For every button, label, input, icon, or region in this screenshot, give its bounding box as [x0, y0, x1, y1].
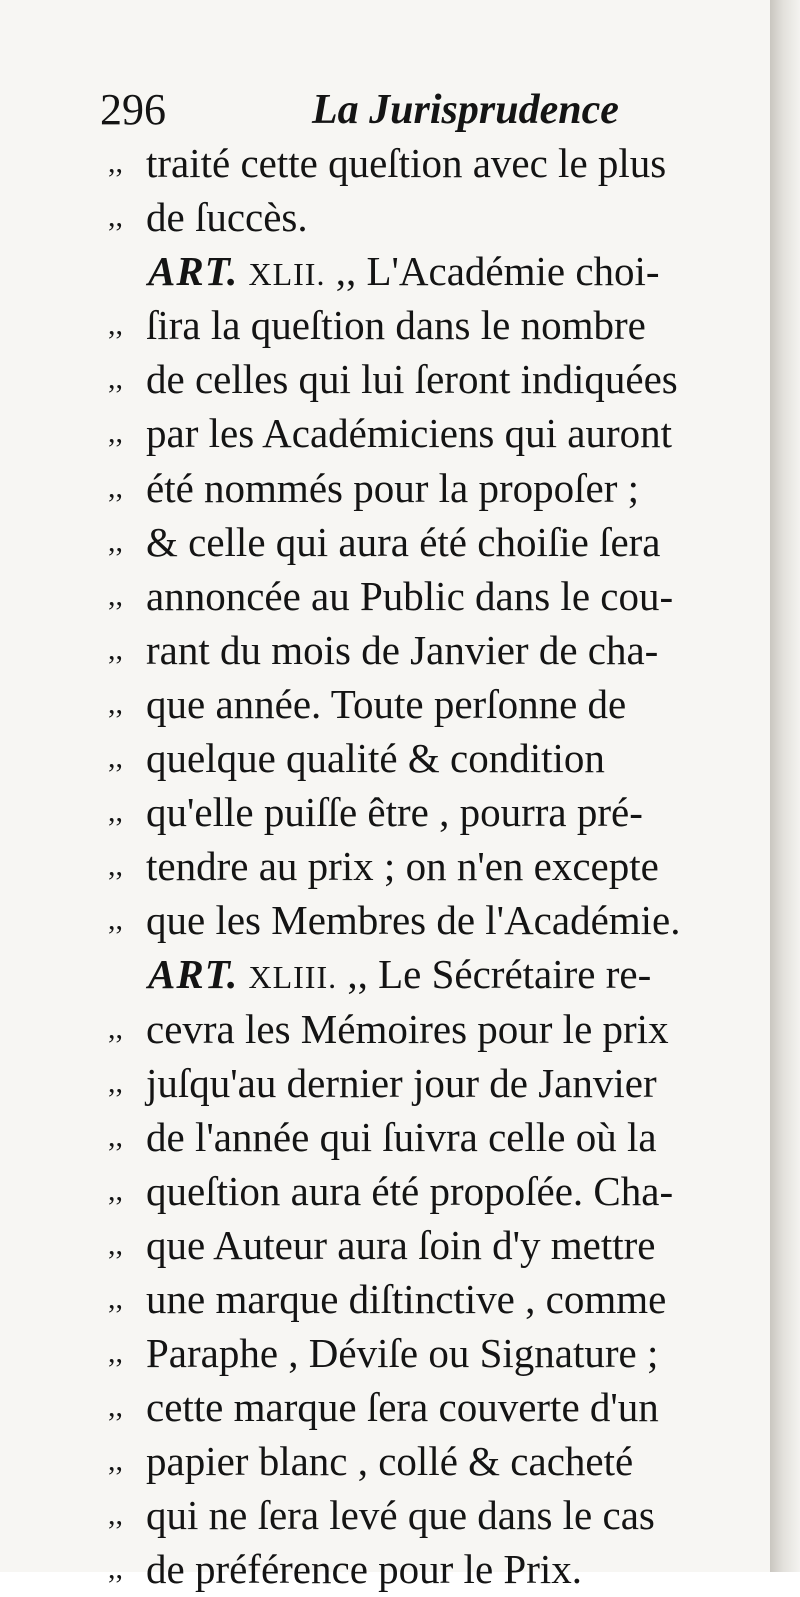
line-text: ſira la queſtion dans le nombre [146, 302, 646, 349]
quote-mark: ,, [108, 524, 123, 558]
line-text: tendre au prix ; on n'en excepte [146, 843, 659, 890]
article-heading-line [108, 244, 768, 298]
quote-mark: ,, [108, 1227, 123, 1261]
line-text: que Auteur aura ſoin d'y mettre [146, 1221, 656, 1268]
text-line [108, 461, 768, 515]
line-text: une marque diſtinctive , comme [146, 1275, 667, 1322]
line-text: annoncée au Public dans le cou- [146, 572, 674, 619]
line-text: de l'année qui ſuivra celle où la [146, 1113, 657, 1160]
text-line [108, 298, 768, 352]
text-line [108, 731, 768, 785]
quote-mark: ,, [108, 795, 123, 829]
text-line [108, 569, 768, 623]
quote-mark: ,, [108, 362, 123, 396]
text-line [108, 1326, 768, 1380]
quote-mark: ,, [108, 416, 123, 450]
text-line [108, 190, 768, 244]
quote-mark: ,, [108, 1444, 123, 1478]
article-label: ART. [148, 248, 239, 295]
line-text: que les Membres de l'Académie. [146, 897, 681, 944]
quote-mark: ,, [108, 1065, 123, 1099]
quote-mark: ,, [108, 1281, 123, 1315]
text-line [108, 1542, 768, 1596]
line-text: qu'elle puiſſe être , pourra pré- [146, 789, 643, 836]
quote-mark: ,, [108, 741, 123, 775]
text-line [108, 1218, 768, 1272]
line-text: été nommés pour la propoſer ; [146, 464, 640, 511]
line-text: de ſuccès. [146, 194, 308, 241]
article-number: XLII. [248, 256, 326, 293]
article-label: ART. [148, 951, 239, 998]
running-head: La Jurisprudence [312, 87, 619, 133]
line-text: juſqu'au dernier jour de Janvier [146, 1059, 657, 1106]
line-text: cette marque ſera couverte d'un [146, 1384, 659, 1431]
text-line [108, 677, 768, 731]
text-line [108, 1380, 768, 1434]
body-text [108, 136, 768, 1597]
line-text: queſtion aura été propoſée. Cha- [146, 1167, 674, 1214]
line-text: qui ne ſera levé que dans le cas [146, 1492, 655, 1539]
page-header [100, 82, 760, 138]
line-text: traité cette queſtion avec le plus [146, 140, 667, 186]
line-text: quelque qualité & condition [146, 735, 605, 782]
text-line [108, 893, 768, 947]
quote-mark: ,, [108, 686, 123, 720]
quote-mark: ,, [108, 1552, 123, 1586]
line-text: de celles qui lui ſeront indiquées [146, 356, 678, 403]
quote-mark: ,, [108, 1119, 123, 1153]
quote-mark: ,, [108, 632, 123, 666]
text-line [108, 1272, 768, 1326]
text-line [108, 1110, 768, 1164]
text-line [108, 1434, 768, 1488]
quote-mark: ,, [108, 903, 123, 937]
text-line [108, 136, 768, 190]
text-line [108, 785, 768, 839]
quote-mark: ,, [108, 1336, 123, 1370]
text-line [108, 352, 768, 406]
text-line [108, 1056, 768, 1110]
text-line [108, 839, 768, 893]
quote-mark: ,, [108, 1011, 123, 1045]
line-text: que année. Toute perſonne de [146, 680, 627, 727]
quote-mark: ,, [108, 200, 123, 234]
line-text: par les Académiciens qui auront [146, 410, 672, 457]
page-number: 296 [100, 85, 166, 134]
line-text: & celle qui aura été choiſie ſera [146, 518, 661, 565]
article-number: XLIII. [248, 959, 338, 996]
quote-mark: ,, [108, 146, 123, 179]
line-text: ,, Le Sécrétaire re- [347, 951, 652, 998]
line-text: rant du mois de Janvier de cha- [146, 626, 659, 673]
line-text: cevra les Mémoires pour le prix [146, 1005, 669, 1052]
page-gutter-shadow [770, 0, 800, 1572]
quote-mark: ,, [108, 1173, 123, 1207]
quote-mark: ,, [108, 470, 123, 504]
text-line [108, 515, 768, 569]
quote-mark: ,, [108, 1498, 123, 1532]
text-line [108, 1002, 768, 1056]
quote-mark: ,, [108, 578, 123, 612]
text-line [108, 623, 768, 677]
quote-mark: ,, [108, 1390, 123, 1424]
quote-mark: ,, [108, 308, 123, 342]
quote-mark: ,, [108, 849, 123, 883]
line-text: papier blanc , collé & cacheté [146, 1438, 634, 1485]
line-text: ,, L'Académie choi- [335, 248, 660, 295]
text-line [108, 406, 768, 460]
line-text: Paraphe , Déviſe ou Signature ; [146, 1330, 659, 1377]
line-text: de préférence pour le Prix. [146, 1546, 582, 1593]
text-line [108, 1164, 768, 1218]
article-heading-line [108, 947, 768, 1001]
text-line [108, 1488, 768, 1542]
